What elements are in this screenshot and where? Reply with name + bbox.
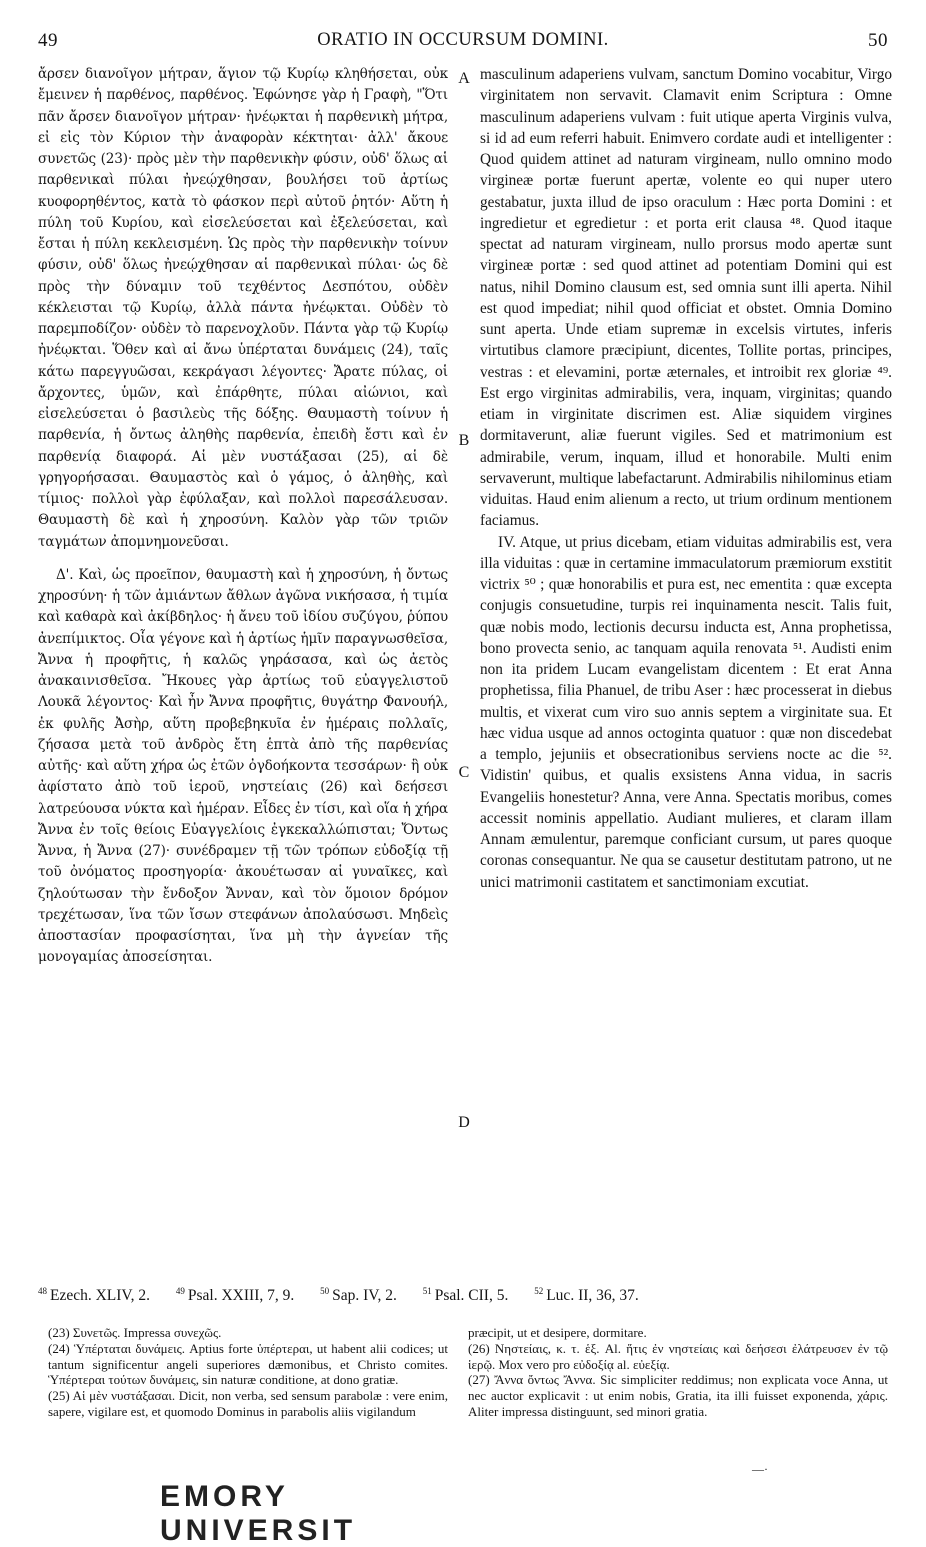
footnote: (25) Αἱ μὲν νυστάξασαι. Dicit, non verba, sed sensum parabolæ : vere enim, sapere, vigilare est, et quomodo Dominus in parabolis aliis vigilandum <box>48 1388 448 1419</box>
latin-paragraph-2: IV. Atque, ut prius dicebam, etiam viduitas admirabilis est, vera illa viduitas : quæ in certamine immaculatorum præmiorum exstitit victrix ⁵⁰ ; quæ honorabilis et pura est, nec ementita : quæ excepta conjugis consuetudine, turpis rei inquinamenta nescit. Talis fuit, quæ nobis modo, lectionis decursu inducta est, Anna prophetissa, bono provecta senio, ac tanquam aquila renovata ⁵¹. Audisti enim non ita pridem Lucam evangelistam dicentem : Et erat Anna prophetissa, filia Phanuel, de tribu Aser : hæc processerat in diebus multis, et vixerat cum viro suo annis septem a virginitate sua. Et hæc vidua usque ad annos octoginta quatuor : quæ non discedebat a templo, jejuniis et obsecrationibus serviens nocte ac die ⁵². Vidistin' quibus, et qualis exsistens Anna vidua, in sacris Evangeliis honestetur? Anna, vere Anna. Spectatis moribus, comes accessit nominis appellatio. Audiant mulieres, et claram illam Annam æmulentur, paremque conficiant cursum, ut pares quoque coronas consequantur. Ne qua se causetur destitutam patrono, ut ne unici matrimonii castitatem et sanctimoniam excutiat. <box>480 533 892 891</box>
latin-text-column <box>480 64 892 893</box>
scripture-ref: $^{49}$ Psal. XXIII, 7, 9. <box>175 1286 295 1304</box>
margin-letter-c: C <box>458 764 470 781</box>
library-stamp <box>160 1476 460 1547</box>
scripture-ref: $^{48}$ Ezech. XLIV, 2. <box>38 1286 151 1304</box>
stray-mark: —· <box>752 1462 768 1476</box>
scripture-references <box>38 1286 898 1305</box>
left-page-number: 49 <box>38 30 58 51</box>
footnotes-left <box>48 1325 448 1420</box>
footnote: (24) Ὑπέρταται δυνάμεις. Aptius forte ὑπέρτεραι, ut habent alii codices; ut tantum significentur angeli superiores dæmonibus, et Christo comites. Ὑπέρτεραι τούτων δυνάμεις, sin naturæ conditione, at dono gratiæ. <box>48 1340 448 1388</box>
scripture-ref: $^{51}$ Psal. CII, 5. <box>422 1286 509 1304</box>
greek-paragraph-2: Δ'. Καὶ, ὡς προεῖπον, θαυμαστὴ καὶ ἡ χηροσύνη, ἡ ὄντως χηροσύνη· ἡ τῶν ἀμιάντων ἄθλων ἀγῶνα νικήσασα, ἡ τιμία καὶ καθαρὰ καὶ ἀκίβδηλος· ἡ ἄνευ τοῦ ἰδίου συζύγου, ῥύπου ἀνεπίμικτος. Οἷα γέγονε καὶ ἡ ἀρτίως ἡμῖν παραγνωσθεῖσα, Ἄννα ἡ προφῆτις, ἡ καλῶς γηράσασα, καὶ ὡς ἀετὸς ἀνακαινισθεῖσα. Ἤκουες γὰρ ἀρτίως τοῦ εὐαγγελιστοῦ Λουκᾶ λέγοντος· Καὶ ἦν Ἄννα προφῆτις, θυγάτηρ Φανουήλ, ἐκ φυλῆς Ἀσὴρ, αὕτη προβεβηκυῖα ἐν ἡμέραις πολλαῖς, ζήσασα μετὰ τοῦ ἀνδρὸς ἔτη ἑπτὰ ἀπὸ τῆς παρθενίας αὐτῆς· καὶ αὕτη χήρα ὡς ἐτῶν ὀγδοήκοντα τεσσάρων· ἣ οὐκ ἀφίστατο ἀπὸ τοῦ ἱεροῦ, νηστείαις (26) καὶ δεήσεσι λατρεύουσα νύκτα καὶ ἡμέραν. Εἶδες ἐν τίσι, καὶ οἵα ἡ χήρα Ἄννα ἐν τοῖς θείοις Εὐαγγελίοις ἐγκεκαλλώπισται; Ὄντως Ἄννα, ἡ Ἄννα (27)· συνέδραμεν τῇ τῶν τρόπων εὐδοξίᾳ τῇ τοῦ ὀνόματος προσηγορία· ἀκουέτωσαν αἱ γυναῖκες, καὶ ζηλούτωσαν τὴν ἔνδοξον Ἄνναν, καὶ τὸν ὅμοιον δρόμον τρεχέτωσαν, ἵνα τῶν ἴσων στεφάνων ἀπολαύσωσι. Μηδεὶς ἀποστασίαν προφασίσηται, ἵνα μὴ τὴν ἁγνείαν τῆς μονογαμίας ἀποσείσηται. <box>38 566 448 966</box>
margin-letter-d: D <box>458 1114 470 1131</box>
greek-paragraph-1: ἄρσεν διανοῖγον μήτραν, ἅγιον τῷ Κυρίῳ κληθήσεται, οὐκ ἔμεινεν ἡ παρθένος, παρθένος. Ἐφώνησε γὰρ ἡ Γραφὴ, "Ὅτι πᾶν ἄρσεν διανοῖγον μήτραν· ἠνέῳκται ἡ παρθενικὴ μήτρα, εἰ εἰς τὸν Κύριον τὴν ἀναφορὰν κέκτηται· ἀλλ' ἄκουε συνετῶς (23)· πρὸς μὲν τὴν παρθενικὴν φύσιν, οὐδ' ὅλως αἱ παρθενικαὶ πύλαι ἠνεῴχθησαν, βουλήσει τοῦ ἀρτίως κυοφορηθέντος, κατὰ τὸ φάσκον περὶ αὐτοῦ ῥητόν· Αὕτη ἡ πύλη τοῦ Κυρίου, καὶ εἰσελεύσεται καὶ ἐξελεύσεται, καὶ ἔσται ἡ πύλη κεκλεισμένη. Ὡς πρὸς τὴν παρθενικὴν τοίνυν φύσιν, οὐδ' ὅλως ἠνεῴχθησαν αἱ παρθενικαὶ πύλαι· ὡς δὲ πρὸς τὴν δύναμιν τοῦ τεχθέντος Δεσπότου, οὐδὲν κέκλεισται τῷ Κυρίῳ, ἀλλὰ πάντα ἠνέῳκται. Οὐδὲν τὸ παρεμποδίζον· οὐδὲν τὸ παρενοχλοῦν. Πάντα γὰρ τῷ Κυρίῳ ἠνέῳκται. Ὅθεν καὶ αἱ ἄνω ὑπέρταται δυνάμεις (24), ταῖς κάτω παρεγγυῶσαι, κεκράγασι λέγοντες· Ἄρατε πύλας, οἱ ἄρχοντες, ὑμῶν, καὶ ἐπάρθητε, πύλαι αἰώνιοι, καὶ εἰσελεύσεται ὁ βασιλεὺς τῆς δόξης. Θαυμαστὴ τοίνυν ἡ παρθενία, ἡ ὄντως ἀληθὴς παρθενία, ἐπειδὴ ἔστι καὶ ἐν παρθενίᾳ διαφορά. Αἱ μὲν νυστάξασαι (25), αἱ δὲ γρηγορήσασαι. Θαυμαστὸς καὶ ὁ γάμος, ὁ ἀληθὴς, καὶ τίμιος· πολλοὶ γὰρ ἐφύλαξαν, καὶ πολλοὶ παρεσάλευσαν. Θαυμαστὴ δὲ καὶ ἡ χηροσύνη. Καλὸν γὰρ τῶν τριῶν ταγμάτων ἀπομνημονεῦσαι. <box>38 66 448 550</box>
footnote: (27) Ἄννα ὄντως Ἄννα. Sic simpliciter reddimus; non explicata voce Anna, ut nec auctor explicavit : ut enim nobis, Gratia, ita illi fuisset exponenda, χάρις. Aliter impressa distinguunt, sed minori gratia. <box>468 1372 888 1419</box>
footnote: præcipit, ut et desipere, dormitare. <box>468 1325 647 1340</box>
footnote: (26) Νηστείαις, κ. τ. ἑξ. Al. ἥτις ἐν νηστείαις καὶ δεήσεσι ἐλάτρευσεν ἐν τῷ ἱερῷ. Mox vero pro εὐδοξίᾳ al. εὐεξίᾳ. <box>468 1340 888 1372</box>
greek-text-column <box>38 64 448 969</box>
footnote: (23) Συνετῶς. Impressa συνεχῶς. <box>48 1325 222 1340</box>
running-title: ORATIO IN OCCURSUM DOMINI. <box>317 30 609 50</box>
footnotes-right <box>468 1325 888 1420</box>
library-stamp-text: EMORY UNIVERSIT <box>160 1480 357 1547</box>
right-page-number: 50 <box>868 30 888 51</box>
latin-paragraph-1: masculinum adaperiens vulvam, sanctum Domino vocabitur, Virgo virginitatem non servavit. Clamavit enim Scriptura : Omne masculinum adaperiens vulvam : fuit utique aperta Virginis vulva, si id ad eum referri habuit. Enimvero cordate audi et intelligenter : Quod quidem attinet ad naturam virgineam, nullo omnino modo virgineæ portæ fuerunt apertæ, volente eo qui nuper utero gestabatur, juxta illud de ipso oraculum : Hæc porta Domini : et ingredietur et egredietur : et porta erit clausa ⁴⁸. Quod itaque spectat ad naturam virgineam, nullo prorsus modo apertæ sunt virgineæ portæ : sed quod attinet ad potentiam Domini qui est natus, nihil Domino clausum est, sed omnia sunt illi aperta. Nihil est quod impediat; nihil quod officiat et obstet. Omnia Domino sunt aperta. Unde etiam supremæ in excelsis virtutes, inferis virtutibus clamore præcipiunt, dicentes, Tollite portas, principes, vestras : et elevamini, portæ æternales, et introibit rex gloriæ ⁴⁹. Est ergo virginitas admirabilis, vera, inquam, virginitas; quando etiam in virginitate discrimen est. Aliæ siquidem virgines dormitaverunt, aliæ fuerunt vigiles. Sed et matrimonium est admirabile, verum, inquam, illud et honorabile. Multi enim servaverunt, multique labefactarunt. Admirabilis nihilominus etiam viduitas. Haud enim alienum a recto, ut trium ordinum mentionem faciamus. <box>480 66 892 530</box>
margin-letter-a: A <box>458 70 470 87</box>
scripture-ref: $^{52}$ Luc. II, 36, 37. <box>534 1286 639 1304</box>
margin-letter-b: B <box>458 432 470 449</box>
scripture-ref: $^{50}$ Sap. IV, 2. <box>320 1286 397 1304</box>
